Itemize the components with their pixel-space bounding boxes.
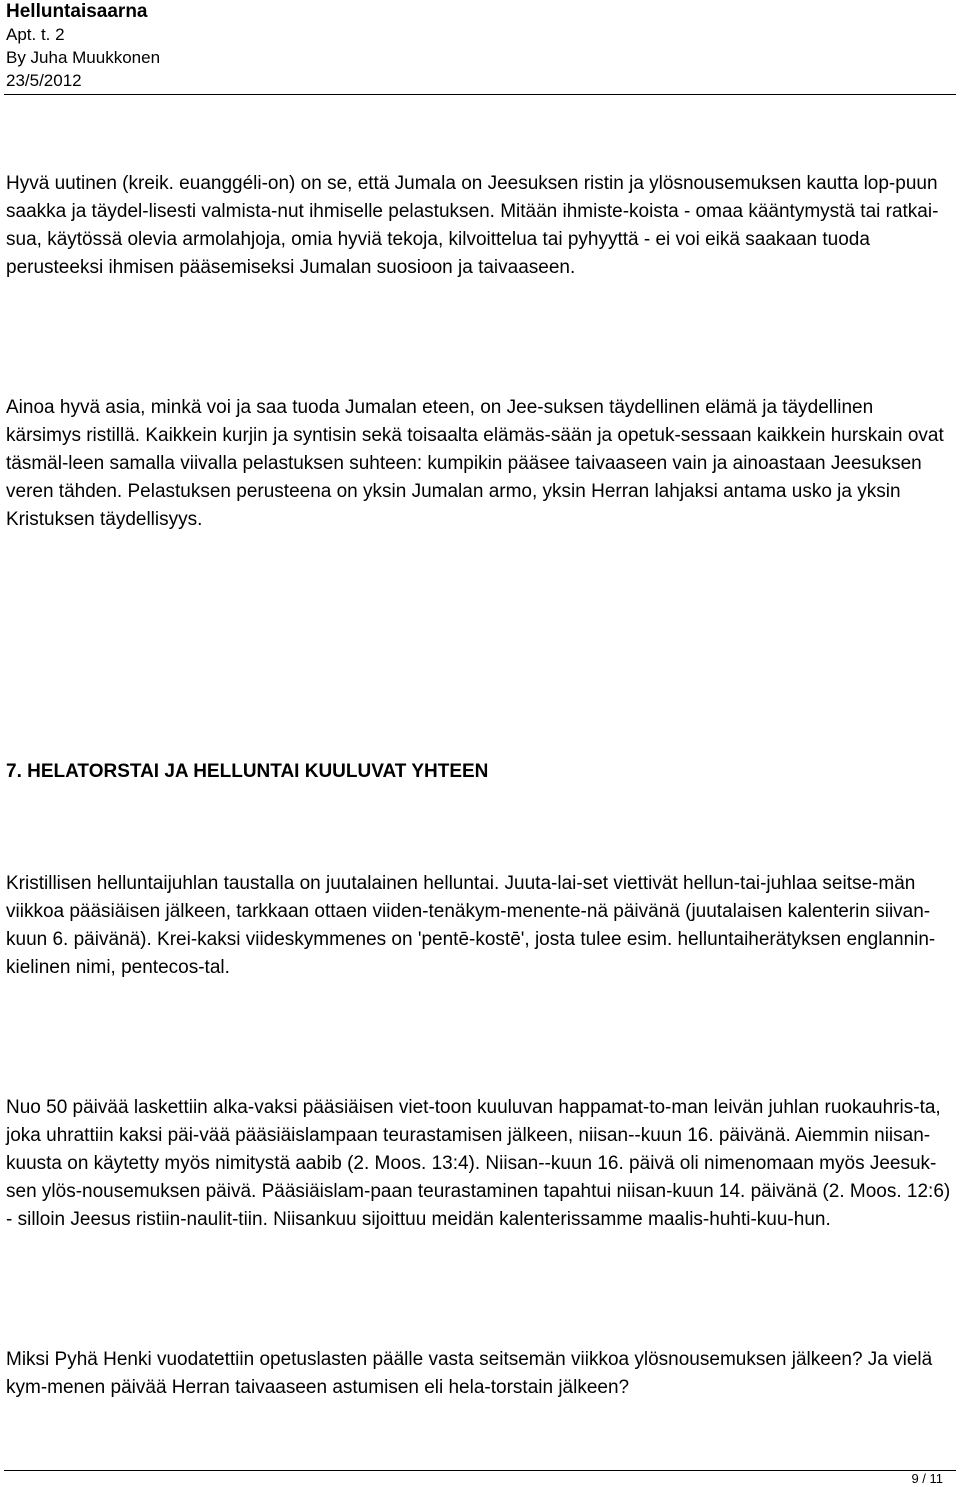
paragraph-fifty-days: Nuo 50 päivää laskettiin alka-vaksi pääsiäisen viet-toon kuuluvan happamat-to-man leivän juhlan ruokauhris-ta, joka uhrattiin kaksi päi-vää pääsiäislampaan teurastamisen jälkeen, niisan--kuun 16. päivänä. Aiemmin niisan-kuusta on käytetty myös nimitystä aabib (2. Moos. 13:4). Niisan--kuun 16. päivä oli nimenomaan myös Jeesuk-sen ylös-nousemuksen päivä. Pääsiäislam-paan teurastaminen tapahtui niisan-kuun 14. päivänä (2. Moos. 12:6) - silloin Jeesus ristiin-naulit-tiin. Niisankuu sijoittuu meidän kalenterissamme maalis-huhti-kuu-hun. (6, 1097, 951, 1230)
paragraph-question: Miksi Pyhä Henki vuodatettiin opetuslasten päälle vasta seitsemän viikkoa ylösnousemuksen jälkeen? Ja vielä kym-menen päivää Herran taivaaseen astumisen eli hela-torstain jälkeen? (6, 1349, 933, 1398)
paragraph-good-news: Hyvä uutinen (kreik. euanggéli-on) on se, että Jumala on Jeesuksen ristin ja ylösnousemuksen kautta lop-puun saakka ja täydel-lisesti valmista-nut ihmiselle pelastuksen. Mitään ihmiste-koista - omaa kääntymystä tai ratkai-sua, käytössä olevia armolahjoja, omia hyviä tekoja, kilvoittelua tai pyhyyttä - ei voi eikä saakaan tuoda perusteeksi ihmisen pääsemiseksi Jumalan suosioon ja taivaaseen. (6, 173, 939, 278)
document-subtitle: Apt. t. 2 (6, 25, 65, 44)
site-title: Helluntaisaarna (6, 1, 148, 22)
author-byline: By Juha Muukkonen (6, 48, 161, 67)
page-number: 9 / 11 (911, 1471, 943, 1486)
publication-date: 23/5/2012 (6, 71, 82, 90)
footer-divider (4, 1470, 956, 1471)
section-heading: 7. HELATORSTAI JA HELLUNTAI KUULUVAT YHTEEN (6, 761, 489, 782)
paragraph-only-good-thing: Ainoa hyvä asia, minkä voi ja saa tuoda Jumalan eteen, on Jee-suksen täydellinen elämä ja täydellinen kärsimys ristillä. Kaikkein kurjin ja syntisin sekä toisaalta elämäs-sään ja opetuk-sessaan kaikkein hurskain ovat täsmäl-leen samalla viivalla pelastuksen suhteen: kumpikin pääsee taivaaseen vain ja ainoastaan Jeesuksen veren tähden. Pelastuksen perusteena on yksin Jumalan armo, yksin Herran lahjaksi antama usko ja yksin Kristuksen täydellisyys. (6, 397, 944, 530)
document-header (6, 0, 956, 92)
header-divider (4, 94, 956, 95)
paragraph-pentecost-background: Kristillisen helluntaijuhlan taustalla on juutalainen helluntai. Juuta-lai-set viettivät hellun-tai-juhlaa seitse-män viikkoa pääsiäisen jälkeen, tarkkaan ottaen viiden-tenäkym-menente-nä päivänä (juutalaisen kalenterin siivan-kuun 6. päivänä). Krei-kaksi viideskymmenes on 'pentē-kostē', josta tulee esim. helluntaiherätyksen englannin-kielinen nimi, pentecos-tal. (6, 873, 936, 978)
